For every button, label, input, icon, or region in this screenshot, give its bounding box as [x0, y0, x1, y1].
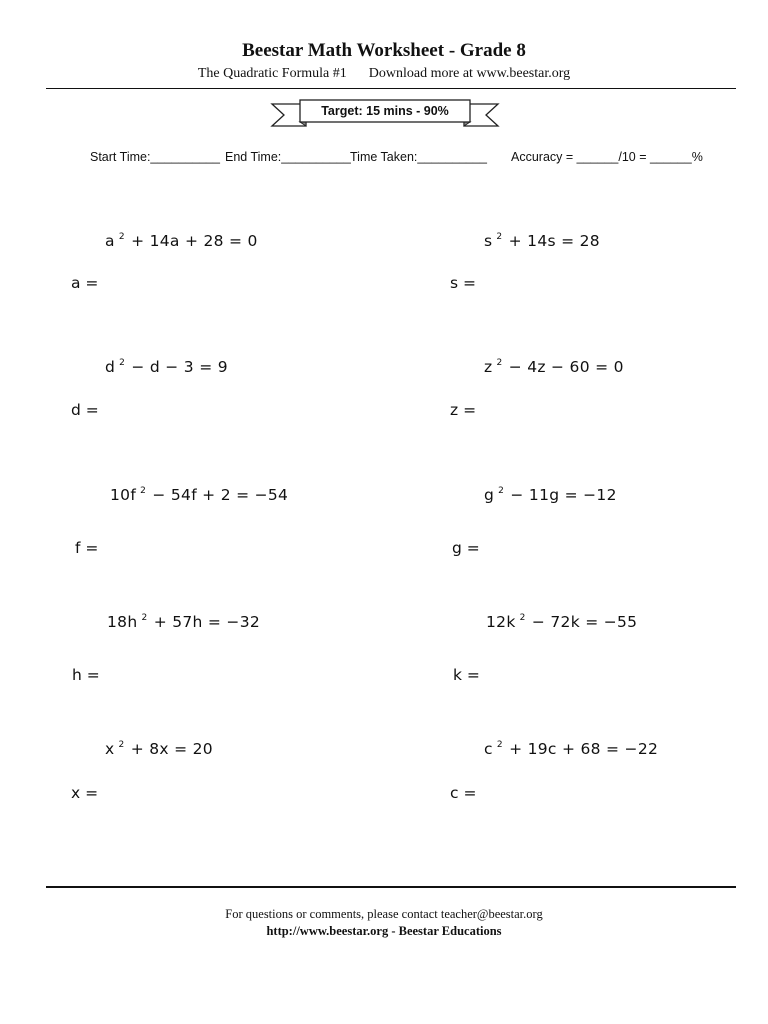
answer-label: f = [75, 539, 99, 557]
problem-equation: z $^2$ − 4z − 60 = 0 [484, 358, 624, 376]
answer-label: z = [450, 401, 477, 419]
time-taken-field: Time Taken:__________ [350, 150, 487, 164]
answer-label: k = [453, 666, 480, 684]
answer-label: d = [71, 401, 99, 419]
download-note: Download more at www.beestar.org [368, 66, 571, 81]
target-label: Target: 15 mins - 90% [321, 104, 449, 118]
answer-label: g = [452, 539, 480, 557]
accuracy-field: Accuracy = ______/10 = ______% [511, 150, 703, 164]
contact-note: For questions or comments, please contact teacher@beestar.org [225, 907, 543, 921]
problem-equation: 10f $^2$ − 54f + 2 = −54 [110, 486, 289, 504]
problem-equation: 18h $^2$ + 57h = −32 [107, 613, 261, 631]
answer-label: a = [71, 274, 99, 292]
start-time-field: Start Time:__________ [90, 150, 220, 164]
footer-divider [46, 886, 736, 888]
worksheet-subtitle [0, 66, 768, 82]
answer-label: x = [71, 784, 99, 802]
answer-label: h = [72, 666, 100, 684]
worksheet-number: The Quadratic Formula #1 [197, 66, 347, 81]
answer-label: c = [450, 784, 477, 802]
answer-label: s = [450, 274, 476, 292]
worksheet-title: Beestar Math Worksheet - Grade 8 [242, 40, 526, 61]
problem-equation: 12k $^2$ − 72k = −55 [486, 613, 638, 631]
problem-equation: a $^2$ + 14a + 28 = 0 [105, 232, 258, 250]
header-divider [46, 88, 736, 89]
problem-equation: x $^2$ + 8x = 20 [105, 740, 213, 758]
footer-link: http://www.beestar.org - Beestar Educations [266, 924, 502, 938]
problem-equation: d $^2$ − d − 3 = 9 [105, 358, 228, 376]
end-time-field: End Time:__________ [225, 150, 351, 164]
problem-equation: c $^2$ + 19c + 68 = −22 [484, 740, 659, 758]
problem-equation: g $^2$ − 11g = −12 [484, 486, 617, 504]
problem-equation: s $^2$ + 14s = 28 [484, 232, 600, 250]
